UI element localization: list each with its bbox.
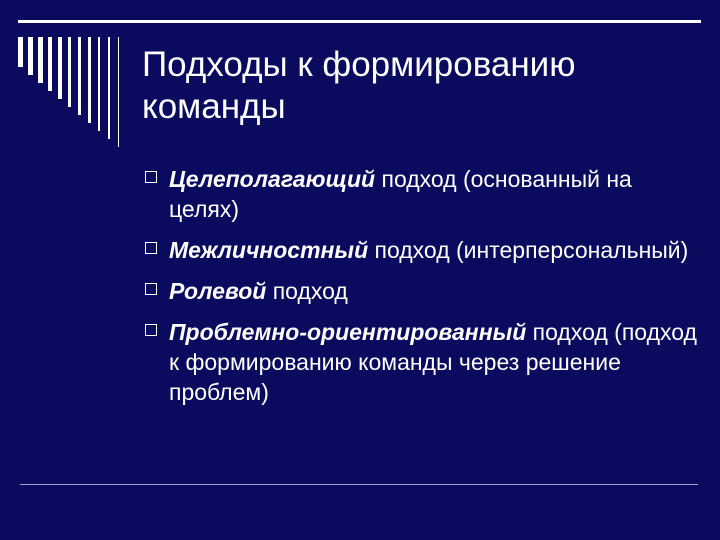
square-bullet-icon: [145, 242, 157, 254]
decorative-stripe: [118, 37, 119, 147]
bullet-item-problem: [145, 317, 705, 407]
bullet-text: подход (основанный на целях): [169, 166, 632, 222]
square-bullet-icon: [145, 283, 157, 295]
decorative-stripe: [88, 37, 91, 123]
bullet-term: Проблемно-ориентированный: [169, 319, 527, 345]
decorative-stripe: [78, 37, 81, 115]
decorative-stripe: [108, 37, 110, 139]
bullet-text: подход: [266, 278, 348, 304]
decorative-stripes: [18, 37, 128, 177]
bullet-term: Ролевой: [169, 278, 267, 304]
slide-title: Подходы к формированию команды: [142, 45, 576, 126]
bullet-item-interpersonal: [145, 235, 705, 265]
decorative-stripe: [58, 37, 62, 99]
square-bullet-icon: [145, 324, 157, 336]
bullet-item-goal: [145, 164, 705, 224]
decorative-stripe: [38, 37, 43, 83]
decorative-stripe: [98, 37, 100, 131]
bottom-decorative-rule: [20, 484, 698, 485]
bullet-term: Межличностный: [169, 237, 369, 263]
decorative-stripe: [28, 37, 33, 75]
decorative-stripe: [68, 37, 71, 107]
bullet-text: подход (подход к формированию команды через решение проблем): [169, 319, 697, 405]
decorative-stripe: [48, 37, 52, 91]
bullet-text: подход (интерперсональный): [368, 237, 689, 263]
bullet-term: Целеполагающий: [169, 166, 376, 192]
bullet-item-role: [145, 276, 705, 306]
bullet-list: [145, 164, 705, 418]
square-bullet-icon: [145, 171, 157, 183]
decorative-stripe: [18, 37, 23, 67]
top-decorative-rule: [18, 20, 701, 23]
